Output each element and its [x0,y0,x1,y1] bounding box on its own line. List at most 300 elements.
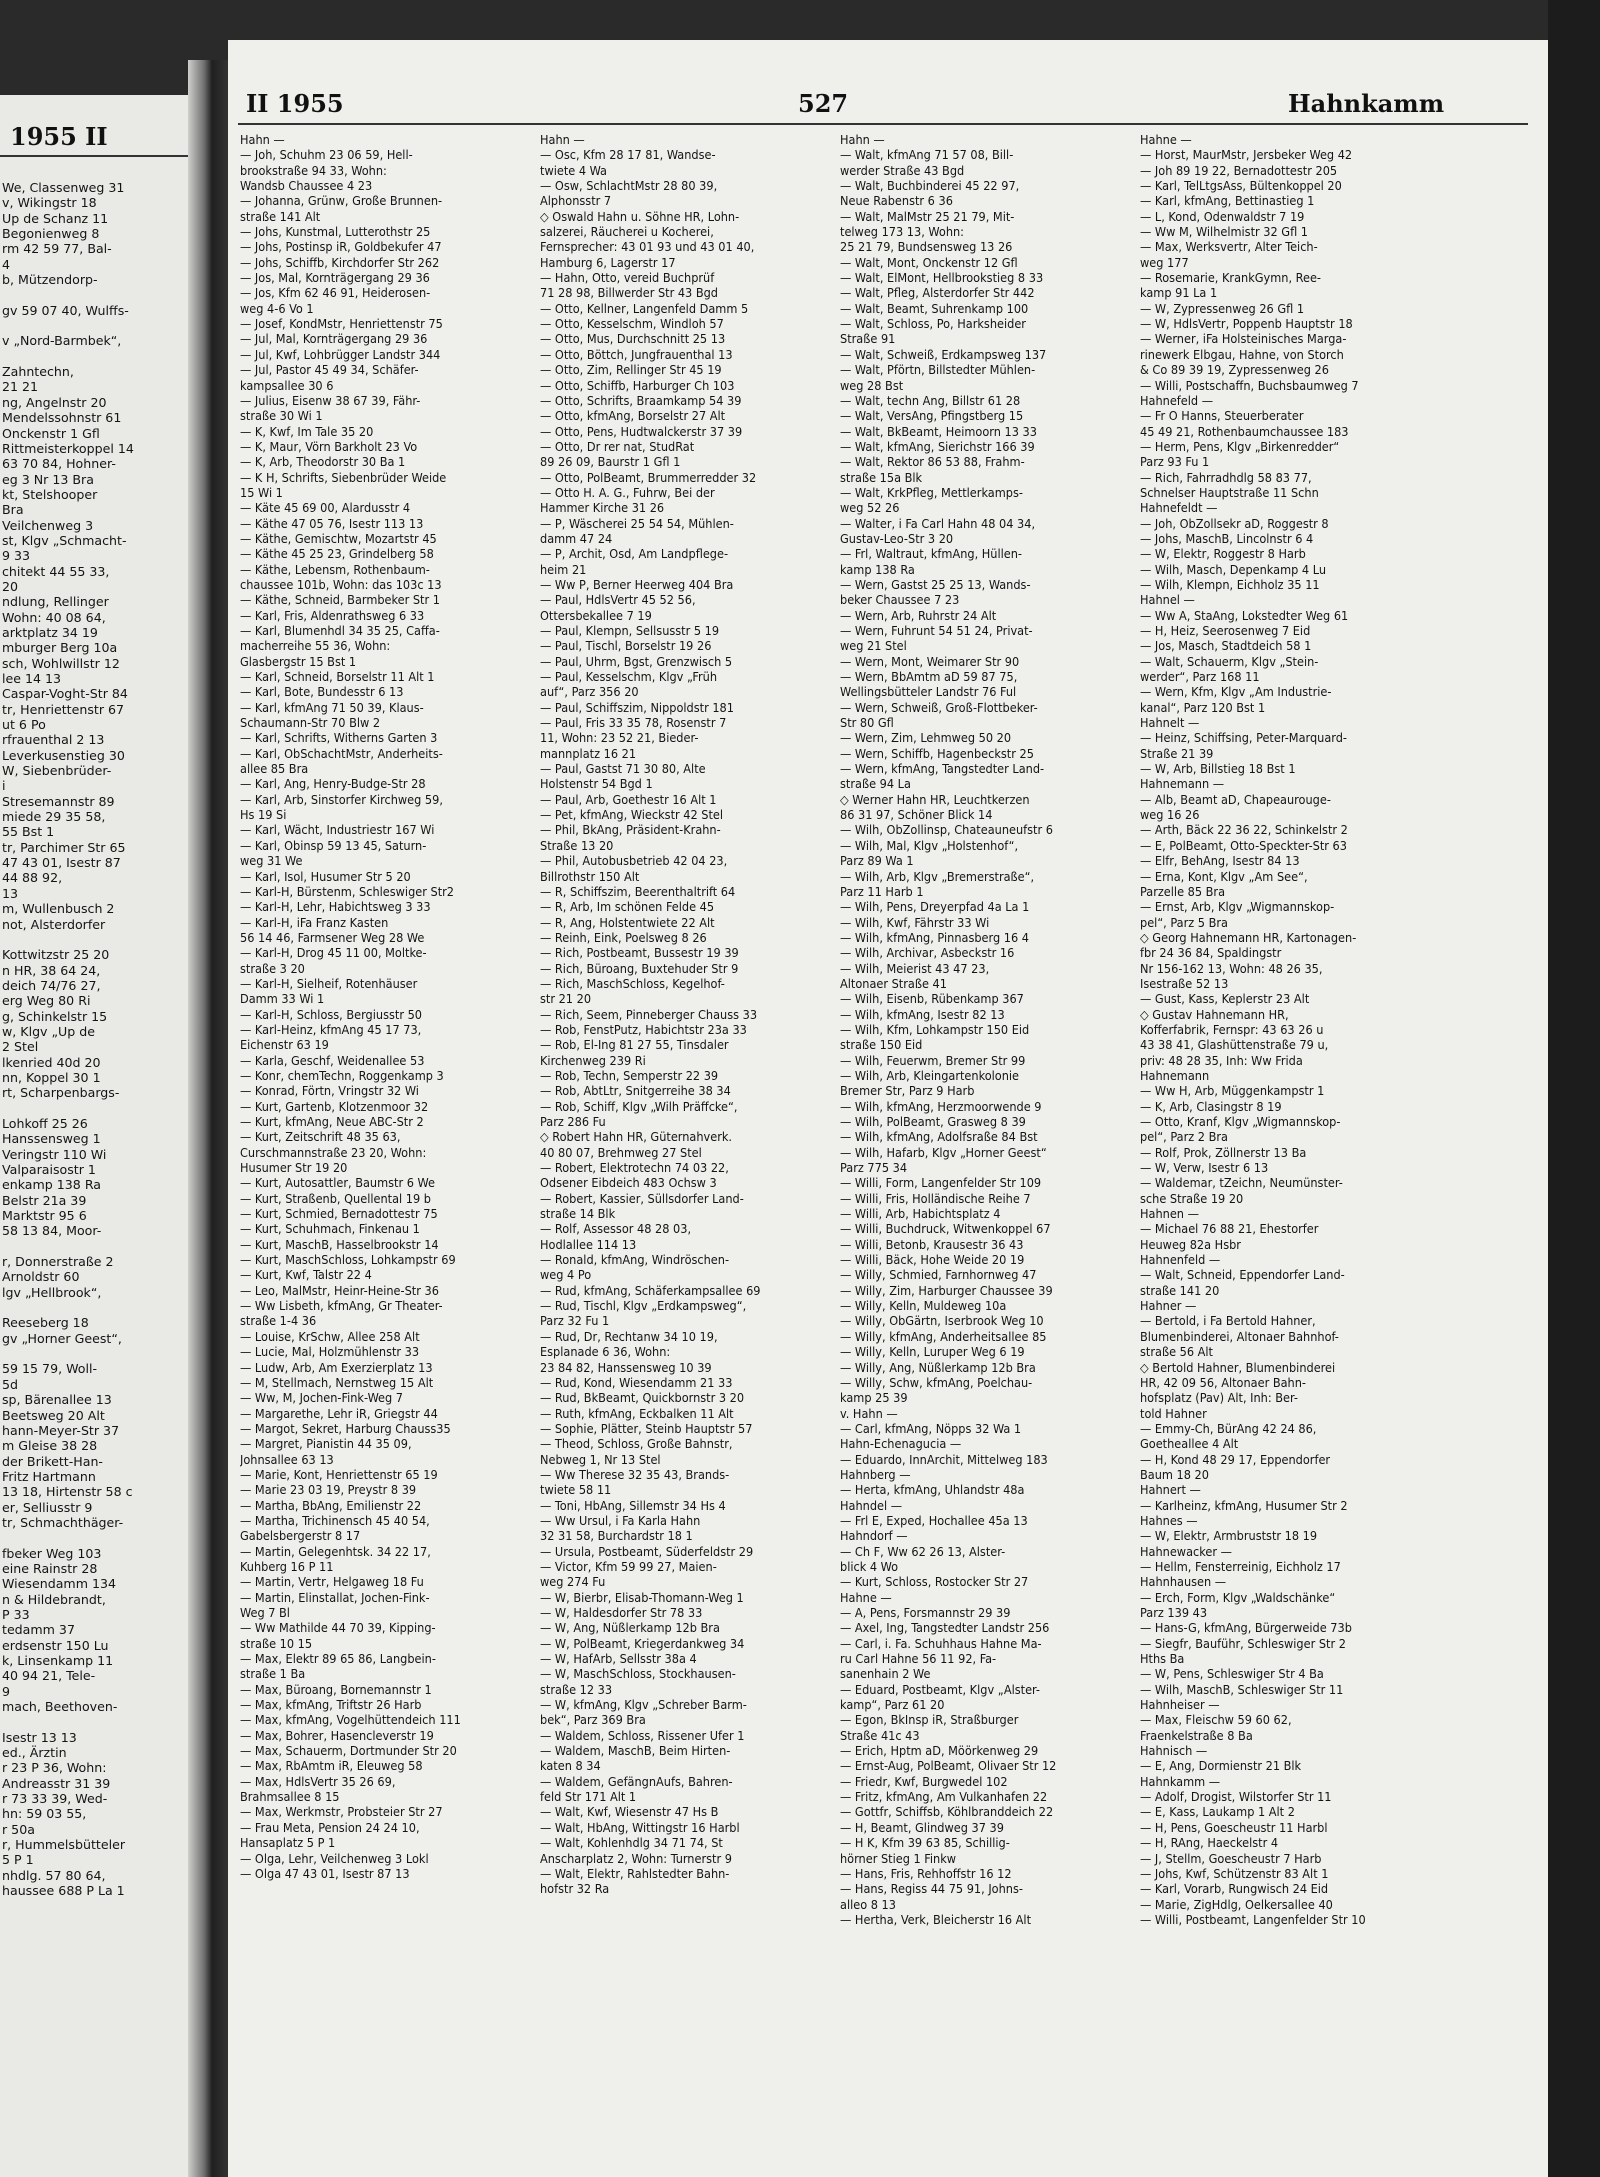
directory-entry-line: — Rob, El-Ing 81 27 55, Tinsdaler [540,1037,729,1053]
directory-entry-line: Kottwitzstr 25 20 [2,947,110,963]
directory-entry-line: — Karl, Bote, Bundesstr 6 13 [240,684,404,700]
directory-entry-line: — Robert, Elektrotechn 74 03 22, [540,1160,729,1176]
directory-entry-line: Hahndorf — [840,1528,908,1544]
directory-entry-line: — Margret, Pianistin 44 35 09, [240,1436,412,1452]
directory-entry-line: — Walt, BkBeamt, Heimoorn 13 33 [840,423,1037,439]
directory-entry-line: & Co 89 39 19, Zypressenweg 26 [1140,362,1329,378]
directory-entry-line: hn: 59 03 55, [2,1806,87,1822]
directory-entry-line: Bremer Str, Parz 9 Harb [840,1083,975,1099]
directory-entry-line: lkenried 40d 20 [2,1054,101,1070]
directory-entry-line: — Paul, Schiffszim, Nippoldstr 181 [540,699,734,715]
directory-entry-line: — Rob, FenstPutz, Habichtstr 23a 33 [540,1021,747,1037]
page-header-left: II 1955 [246,89,344,118]
directory-entry-line: — Ww M, Wilhelmistr 32 Gfl 1 [1140,224,1309,240]
directory-entry-line [2,1239,187,1254]
directory-entry-line: tr, Schmachthäger- [2,1514,124,1530]
directory-entry-line: — Fritz, kfmAng, Am Vulkanhafen 22 [840,1789,1048,1805]
directory-entry-line: Husumer Str 19 20 [240,1160,348,1176]
directory-entry-line: — Carl, i. Fa. Schuhhaus Hahne Ma- [840,1635,1042,1651]
directory-entry-line: — J, Stellm, Goescheustr 7 Harb [1140,1850,1322,1866]
directory-entry-line: nhdlg. 57 80 64, [2,1867,106,1883]
directory-entry-line: weg 177 [1140,254,1189,270]
directory-entry-line: Eichenstr 63 19 [240,1037,329,1053]
directory-entry-line: — Joh 89 19 22, Bernadottestr 205 [1140,162,1338,178]
directory-entry-line: straße 14 Blk [540,1206,616,1222]
directory-entry-line: rinewerk Elbgau, Hahne, von Storch [1140,346,1344,362]
directory-entry-line: Parz 286 Fu [540,1114,606,1129]
directory-entry-line: — Wilh, Archivar, Asbeckstr 16 [840,945,1015,961]
directory-entry-line: nn, Koppel 30 1 [2,1069,101,1085]
directory-entry-line: str 21 20 [540,991,592,1007]
directory-entry-line: 71 28 98, Billwerder Str 43 Bgd [540,285,719,301]
directory-entry-line: — Käthe 45 25 23, Grindelberg 58 [240,546,434,562]
directory-entry-line: — Otto, Kellner, Langenfeld Damm 5 [540,300,749,316]
directory-entry-line: — Ww P, Berner Heerweg 404 Bra [540,576,734,592]
directory-entry-line: — Wilh, Arb, Klgv „Bremerstraße“, [840,868,1035,884]
directory-entry-line: er, Selliusstr 9 [2,1499,93,1515]
directory-entry-line: Hahner — [1140,1298,1197,1314]
directory-entry-line: — Ernst, Arb, Klgv „Wigmannskop- [1140,899,1335,915]
directory-entry-line: Hahnewacker — [1140,1543,1232,1559]
right-page [228,40,1548,2177]
directory-entry-line: — Rich, Fahrradhdlg 58 83 77, [1140,469,1312,485]
directory-entry-line: — Walt, HbAng, Wittingstr 16 Harbl [540,1819,740,1835]
directory-entry-line: — K, Arb, Clasingstr 8 19 [1140,1098,1282,1114]
directory-entry-line: Parz 93 Fu 1 [1140,454,1210,470]
directory-entry-line [2,1346,187,1361]
directory-entry-line: — Paul, Uhrm, Bgst, Grenzwisch 5 [540,653,733,669]
directory-entry-line: Curschmannstraße 23 20, Wohn: [240,1144,427,1160]
directory-entry-line: — Walter, i Fa Carl Hahn 48 04 34, [840,515,1036,531]
directory-entry-line: Hahnisch — [1140,1743,1208,1759]
directory-entry-line: n & Hildebrandt, [2,1591,106,1607]
directory-entry-line: fbr 24 36 84, Spaldingstr [1140,945,1282,961]
directory-entry-line: — Max, kfmAng, Vogelhüttendeich 111 [240,1712,461,1728]
directory-entry-line: — Osw, SchlachtMstr 28 80 39, [540,178,718,194]
directory-entry-line: — Walt, ElMont, Hellbrookstieg 8 33 [840,270,1044,286]
directory-entry-line: erdsenstr 150 Lu [2,1637,109,1653]
directory-entry-line: rm 42 59 77, Bal- [2,241,112,257]
directory-entry-line: — E, PolBeamt, Otto-Speckter-Str 63 [1140,837,1347,853]
directory-entry-line: 23 84 82, Hanssensweg 10 39 [540,1359,712,1375]
directory-entry-line: twiete 58 11 [540,1482,612,1498]
directory-entry-line: — Marie 23 03 19, Preystr 8 39 [240,1482,417,1498]
directory-entry-line: v. Hahn — [840,1405,898,1421]
directory-entry-line: Wohn: 40 08 64, [2,609,106,625]
directory-entry-line: — Paul, Tischl, Borselstr 19 26 [540,638,712,654]
directory-entry-line: — Wern, Zim, Lehmweg 50 20 [840,730,1012,746]
directory-entry-line: — Max, kfmAng, Triftstr 26 Harb [240,1697,422,1713]
directory-entry-line: r 23 P 36, Wohn: [2,1760,107,1776]
directory-entry-line: — Rob, Schiff, Klgv „Wilh Präffcke“, [540,1098,738,1114]
directory-entry-line: — Karl, Obinsp 59 13 45, Saturn- [240,837,427,853]
directory-entry-line: Gabelsbergerstr 8 17 [240,1528,361,1544]
directory-entry-line: weg 4-6 Vo 1 [240,300,314,316]
directory-entry-line: brookstraße 94 33, Wohn: [240,162,387,178]
directory-entry-line: Parz 139 43 [1140,1605,1208,1620]
directory-entry-line: Belstr 21a 39 [2,1192,87,1208]
directory-entry-line: — Käthe 47 05 76, Isestr 113 13 [240,515,424,531]
directory-entry-line: deich 74/76 27, [2,977,101,993]
directory-entry-line: — Johs, MaschB, Lincolnstr 6 4 [1140,530,1314,546]
directory-entry-line: — Käthe, Schneid, Barmbeker Str 1 [240,592,440,608]
directory-entry-line: r, Hummelsbütteler [2,1837,126,1853]
directory-entry-line: — W, kfmAng, Klgv „Schreber Barm- [540,1697,747,1713]
directory-entry-line: — K, Kwf, Im Tale 35 20 [240,423,374,439]
directory-entry-line: — Karl, Isol, Husumer Str 5 20 [240,868,411,884]
directory-entry-line: — Karl, kfmAng, Bettinastieg 1 [1140,193,1315,209]
directory-entry-line: — H, Kond 48 29 17, Eppendorfer [1140,1451,1331,1467]
directory-entry-line: — Theod, Schloss, Große Bahnstr, [540,1436,733,1452]
directory-entry-line: weg 4 Po [540,1267,592,1283]
directory-entry-line: n HR, 38 64 24, [2,962,101,978]
directory-entry-line: — Ww, M, Jochen-Fink-Weg 7 [240,1390,404,1406]
directory-entry-line: Onckenstr 1 Gfl [2,425,100,441]
directory-entry-line: — H, RAng, Haeckelstr 4 [1140,1835,1279,1851]
directory-entry-line: Hahnenfeld — [1140,1252,1221,1268]
directory-entry-line: Glasbergstr 15 Bst 1 [240,653,357,669]
directory-entry-line: mburger Berg 10a [2,640,118,656]
directory-entry-line: — Willi, Arb, Habichtsplatz 4 [840,1206,1001,1222]
directory-entry-line: — Kurt, Gartenb, Klotzenmoor 32 [240,1098,429,1114]
directory-entry-line: — Rolf, Prok, Zöllnerstr 13 Ba [1140,1144,1307,1160]
directory-entry-line: — Wilh, ObZollinsp, Chateauneufstr 6 [840,822,1053,838]
directory-entry-line: — Walt, Pfleg, Alsterdorfer Str 442 [840,285,1035,301]
directory-entry-line: straße 1-4 36 [240,1313,317,1329]
directory-entry-line: — Carl, kfmAng, Nöpps 32 Wa 1 [840,1420,1022,1436]
directory-entry-line [2,349,187,364]
directory-entry-line: — Walt, Schweiß, Erdkampsweg 137 [840,346,1047,362]
directory-entry-line: 55 Bst 1 [2,824,55,840]
directory-entry-line: tr, Henriettenstr 67 [2,701,125,717]
directory-entry-line: — Willi, Postbeamt, Langenfelder Str 10 [1140,1911,1366,1927]
directory-entry-line: — W, HdlsVertr, Poppenb Hauptstr 18 [1140,316,1353,332]
directory-entry-line: — Walt, Kwf, Wiesenstr 47 Hs B [540,1804,719,1820]
directory-entry-line: Hahndel — [840,1497,903,1513]
directory-entry-line: W, Siebenbrüder- [2,763,112,779]
directory-entry-line: — Hahn, Otto, vereid Buchprüf [540,270,715,286]
directory-entry-line: 45 49 21, Rothenbaumchaussee 183 [1140,423,1349,439]
directory-entry-line: straße 3 20 [240,960,305,976]
directory-entry-line: — Kurt, MaschB, Hasselbrookstr 14 [240,1236,439,1252]
directory-entry-line: st, Klgv „Schmacht- [2,532,127,548]
directory-entry-line: Up de Schanz 11 [2,210,109,226]
directory-entry-line: eg 3 Nr 13 Bra [2,471,94,487]
directory-entry-line: — Martin, Elinstallat, Jochen-Fink- [240,1589,430,1605]
directory-entry-line: — Ernst-Aug, PolBeamt, Olivaer Str 12 [840,1758,1057,1774]
directory-entry-line: Johnsallee 63 13 [240,1451,334,1467]
directory-entry-line: bek“, Parz 369 Bra [540,1712,646,1728]
directory-entry-line: — Marie, Kont, Henriettenstr 65 19 [240,1466,438,1482]
directory-entry-line: Isestr 13 13 [2,1729,77,1745]
directory-entry-line: We, Classenweg 31 [2,180,125,195]
directory-entry-line: Veilchenweg 3 [2,517,94,533]
directory-entry-line: — W, Ang, Nüßlerkamp 12b Bra [540,1620,720,1636]
directory-entry-line: — Wern, Kfm, Klgv „Am Industrie- [1140,684,1332,700]
directory-entry-line: — Willi, Postschaffn, Buchsbaumweg 7 [1140,377,1359,393]
directory-entry-line: Weg 7 Bl [240,1605,290,1620]
directory-entry-line [2,1530,187,1545]
directory-entry-line: — Karl-H, iFa Franz Kasten [240,914,389,930]
directory-entry-line: damm 47 24 [540,530,613,546]
directory-entry-line: allee 85 Bra [240,761,309,777]
directory-entry-line: — Osc, Kfm 28 17 81, Wandse- [540,147,716,163]
directory-entry-line: tedamm 37 [2,1622,75,1638]
column-4 [1140,132,1440,1927]
directory-entry-line: — Max, Elektr 89 65 86, Langbein- [240,1651,436,1667]
left-page [0,95,198,2177]
directory-entry-line: Hahnelt — [1140,715,1200,731]
directory-entry-line: Hahne — [1140,132,1192,147]
directory-entry-line: Kirchenweg 239 Ri [540,1052,646,1068]
directory-entry-line: — Wilh, Kwf, Fährstr 33 Wi [840,914,990,930]
directory-entry-line: — Arth, Bäck 22 36 22, Schinkelstr 2 [1140,822,1348,838]
scan-edge [1548,0,1600,2177]
directory-entry-line: salzerei, Räucherei u Kocherei, [540,224,714,240]
directory-entry-line: Hths Ba [1140,1651,1185,1667]
directory-entry-line: — Willy, ObGärtn, Iserbrook Weg 10 [840,1313,1044,1329]
directory-entry-line: 40 94 21, Tele- [2,1668,96,1684]
directory-entry-line: Hanssensweg 1 [2,1131,101,1147]
directory-entry-line: — Pet, kfmAng, Wieckstr 42 Stel [540,807,724,823]
directory-entry-line: — W, HafArb, Sellsstr 38a 4 [540,1651,697,1667]
directory-entry-line: — Otto, Kranf, Klgv „Wigmannskop- [1140,1114,1341,1129]
directory-entry-line: — Rob, AbtLtr, Snitgerreihe 38 34 [540,1083,731,1099]
directory-entry-line: — Wern, Gastst 25 25 13, Wands- [840,576,1031,592]
directory-entry-line: Fernsprecher: 43 01 93 und 43 01 40, [540,239,755,255]
directory-entry-line: — Victor, Kfm 59 99 27, Maien- [540,1558,717,1574]
directory-entry-line: told Hahner [1140,1405,1207,1421]
directory-entry-line: — Jul, Pastor 45 49 34, Schäfer- [240,362,419,378]
directory-entry-line: — Willy, Schw, kfmAng, Poelchau- [840,1374,1033,1390]
directory-entry-line: — Joh, Schuhm 23 06 59, Hell- [240,147,413,163]
column-2 [540,132,830,1897]
directory-entry-line: — Wilh, Eisenb, Rübenkamp 367 [840,991,1024,1007]
directory-entry-line: Wiesendamm 134 [2,1576,117,1592]
directory-entry-line: kanal“, Parz 120 Bst 1 [1140,699,1266,715]
directory-entry-line: — Walt, kfmAng 71 57 08, Bill- [840,147,1014,163]
directory-entry-line: kt, Stelshooper [2,486,98,502]
directory-entry-line: — Walt, KrkPfleg, Mettlerkamps- [840,484,1023,500]
directory-entry-line: beker Chaussee 7 23 [840,592,960,608]
directory-entry-line: mannplatz 16 21 [540,745,637,761]
directory-entry-line: straße 150 Eid [840,1037,923,1053]
directory-entry-line: — Willy, Kelln, Luruper Weg 6 19 [840,1344,1025,1360]
directory-entry-line: Hahnes — [1140,1512,1198,1528]
directory-entry-line: — Ww H, Arb, Müggenkampstr 1 [1140,1083,1325,1099]
directory-entry-line: Hahnefeld — [1140,392,1214,408]
directory-entry-line: ru Carl Hahne 56 11 92, Fa- [840,1651,997,1667]
directory-entry-line: — Wilh, MaschB, Schleswiger Str 11 [1140,1681,1344,1697]
directory-entry-line: — Rud, Kond, Wiesendamm 21 33 [540,1374,733,1390]
directory-entry-line [2,1101,187,1116]
directory-entry-line: Hahnel — [1140,592,1195,608]
directory-entry-line: — Walt, Pförtn, Billstedter Mühlen- [840,362,1036,378]
directory-entry-line: Wandsb Chaussee 4 23 [240,178,373,194]
directory-entry-line: — Otto H. A. G., Fuhrw, Bei der [540,484,715,500]
directory-entry-line: 59 15 79, Woll- [2,1361,98,1377]
directory-entry-line: — Karl, Fris, Aldenrathsweg 6 33 [240,607,425,623]
directory-entry-line: — Johs, Schiffb, Kirchdorfer Str 262 [240,254,440,270]
directory-entry-line: — L, Kond, Odenwaldstr 7 19 [1140,208,1305,224]
directory-entry-line: — Ww Ursul, i Fa Karla Hahn [540,1512,701,1528]
directory-entry-line: — Frl E, Exped, Hochallee 45a 13 [840,1512,1028,1528]
directory-entry-line: — Karl, Ang, Henry-Budge-Str 28 [240,776,426,792]
directory-entry-line: hann-Meyer-Str 37 [2,1422,120,1438]
directory-entry-line: k, Linsenkamp 11 [2,1653,114,1668]
directory-entry-line: weg 28 Bst [840,377,904,393]
left-page-header-rule [0,155,198,157]
directory-entry-line: Heuweg 82a Hsbr [1140,1236,1241,1252]
directory-entry-line: — Martin, Vertr, Helgaweg 18 Fu [240,1574,424,1590]
directory-entry-line: — Wern, kfmAng, Tangstedter Land- [840,761,1045,777]
directory-entry-line: i [2,778,6,794]
directory-entry-line: 9 [2,1683,11,1699]
directory-entry-line: — Herta, kfmAng, Uhlandstr 48a [840,1482,1025,1498]
directory-entry-line: 40 80 07, Brehmweg 27 Stel [540,1144,702,1160]
directory-entry-line: — Kurt, Zeitschrift 48 35 63, [240,1129,401,1145]
directory-entry-line: erg Weg 80 Ri [2,993,91,1009]
directory-entry-line: — Willy, Schmied, Farnhornweg 47 [840,1267,1037,1283]
directory-entry-line: ◇ Gustav Hahnemann HR, [1140,1006,1289,1022]
directory-entry-line: — Ww Therese 32 35 43, Brands- [540,1466,730,1482]
directory-entry-line: 5 P 1 [2,1852,34,1868]
directory-entry-line: — Eduardo, InnArchit, Mittelweg 183 [840,1451,1048,1467]
directory-entry-line: — W, Haldesdorfer Str 78 33 [540,1605,703,1620]
directory-entry-line: Goetheallee 4 Alt [1140,1436,1239,1452]
directory-entry-line: ndlung, Rellinger [2,594,109,610]
directory-entry-line: — Siegfr, Bauführ, Schleswiger Str 2 [1140,1635,1346,1651]
directory-entry-line: Hahn-Echenagucia — [840,1436,962,1452]
directory-entry-line: — Rolf, Assessor 48 28 03, [540,1221,692,1237]
directory-entry-line: — Otto, Zim, Rellinger Str 45 19 [540,362,722,378]
directory-entry-line: — Ch F, Ww 62 26 13, Alster- [840,1543,1006,1559]
directory-entry-line: — Otto, Schiffb, Harburger Ch 103 [540,377,735,393]
directory-entry-line: straße 141 20 [1140,1282,1220,1298]
directory-entry-line: — Max, Bohrer, Hasencleverstr 19 [240,1727,434,1743]
directory-entry-line: — P, Archit, Osd, Am Landpflege- [540,546,729,562]
directory-entry-line: — Rich, Büroang, Buxtehuder Str 9 [540,960,739,976]
header-rule [238,123,1528,125]
directory-entry-line: — Kurt, Schmied, Bernadottestr 75 [240,1206,438,1222]
directory-entry-line: tr, Parchimer Str 65 [2,839,126,855]
page-running-head: Hahnkamm [1288,89,1445,118]
directory-entry-line: ◇ Oswald Hahn u. Söhne HR, Lohn- [540,208,740,224]
directory-entry-line: — R, Ang, Holstentwiete 22 Alt [540,914,715,930]
directory-entry-line: — Wilh, kfmAng, Isestr 82 13 [840,1006,1005,1022]
column-1 [240,132,530,1881]
directory-entry-line: 47 43 01, Isestr 87 [2,855,121,871]
directory-entry-line: — Karlheinz, kfmAng, Husumer Str 2 [1140,1497,1348,1513]
directory-entry-line: — Paul, Kesselschm, Klgv „Früh [540,669,718,685]
directory-entry-line: — Paul, Fris 33 35 78, Rosenstr 7 [540,715,727,731]
directory-entry-line: 56 14 46, Farmsener Weg 28 We [240,929,425,945]
directory-entry-line: 2 Stel [2,1039,39,1055]
directory-entry-line: v, Wikingstr 18 [2,195,97,211]
directory-entry-line: — K, Arb, Theodorstr 30 Ba 1 [240,454,406,470]
directory-entry-line: — Willy, kfmAng, Anderheitsallee 85 [840,1328,1047,1344]
left-page-column [2,180,187,1899]
directory-entry-line: Fritz Hartmann [2,1468,96,1484]
directory-entry-line: — Phil, Autobusbetrieb 42 04 23, [540,853,728,869]
directory-entry-line: — Martha, Trichinensch 45 40 54, [240,1512,430,1528]
directory-entry-line: katen 8 34 [540,1758,601,1774]
directory-entry-line: — Karl, Schneid, Borselstr 11 Alt 1 [240,669,435,685]
directory-entry-line: — Jul, Kwf, Lohbrügger Landstr 344 [240,346,441,362]
directory-entry-line: — Ww Lisbeth, kfmAng, Gr Theater- [240,1298,443,1314]
directory-entry-line: — Ronald, kfmAng, Windröschen- [540,1252,730,1268]
directory-entry-line: — Karl-Heinz, kfmAng 45 17 73, [240,1021,422,1037]
directory-entry-line: Hs 19 Si [240,807,287,823]
directory-entry-line: Odsener Eibdeich 483 Ochsw 3 [540,1175,717,1191]
directory-entry-line: mach, Beethoven- [2,1699,118,1715]
directory-entry-line: arktplatz 34 19 [2,624,98,640]
directory-entry-line: — Rosemarie, KrankGymn, Ree- [1140,270,1322,286]
directory-entry-line: 25 21 79, Bundsensweg 13 26 [840,239,1013,255]
directory-entry-line: blick 4 Wo [840,1558,899,1574]
directory-entry-line: — Eduard, Postbeamt, Klgv „Alster- [840,1681,1040,1697]
directory-entry-line: — Karl, Blumenhdl 34 35 25, Caffa- [240,623,440,638]
directory-entry-line: kamp“, Parz 61 20 [840,1697,945,1713]
page-number: 527 [798,89,849,118]
directory-entry-line: — Karl-H, Schloss, Bergiusstr 50 [240,1006,422,1022]
directory-entry-line: Rittmeisterkoppel 14 [2,440,134,456]
directory-entry-line: — Werner, iFa Holsteinisches Marga- [1140,331,1347,347]
directory-entry-line: der Brikett-Han- [2,1453,103,1469]
directory-entry-line: — Jos, Mal, Kornträgergang 29 36 [240,270,430,286]
directory-entry-line: — Heinz, Schiffsing, Peter-Marquard- [1140,730,1347,746]
directory-entry-line: — Käthe, Gemischtw, Mozartstr 45 [240,530,437,546]
directory-entry-line: — Waldemar, tZeichn, Neumünster- [1140,1175,1343,1191]
directory-entry-line: — H, Heiz, Seerosenweg 7 Eid [1140,623,1311,638]
directory-entry-line: — Otto, PolBeamt, Brummerredder 32 [540,469,757,485]
directory-entry-line: — Wilh, Mal, Klgv „Holstenhof“, [840,837,1019,853]
directory-entry-line: Kuhberg 16 P 11 [240,1558,334,1574]
directory-entry-line: — Karl-H, Sielheif, Rotenhäuser [240,975,418,991]
directory-entry-line: — Wilh, Feuerwm, Bremer Str 99 [840,1052,1026,1068]
directory-entry-line: — H, Pens, Goescheustr 11 Harbl [1140,1819,1328,1835]
directory-entry-line: werder“, Parz 168 11 [1140,669,1260,685]
directory-entry-line: Hahn — [840,132,885,147]
directory-entry-line: — Wilh, Pens, Dreyerpfad 4a La 1 [840,899,1030,915]
directory-entry-line: Damm 33 Wi 1 [240,991,325,1007]
directory-entry-line: — Walt, Beamt, Suhrenkamp 100 [840,300,1029,316]
directory-entry-line: — Willi, Buchdruck, Witwenkoppel 67 [840,1221,1051,1237]
directory-entry-line: Lohkoff 25 26 [2,1115,88,1131]
directory-entry-line: — Ludw, Arb, Am Exerzierplatz 13 [240,1359,433,1375]
directory-entry-line: — Frl, Waltraut, kfmAng, Hüllen- [840,546,1023,562]
directory-entry-line: werder Straße 43 Bgd [840,162,965,178]
directory-entry-line: Hahn — [540,132,585,147]
directory-entry-line: — Willi, Bäck, Hohe Weide 20 19 [840,1252,1025,1268]
directory-entry-line: — Kurt, Autosattler, Baumstr 6 We [240,1175,435,1191]
directory-entry-line: Hahnemann — [1140,776,1225,792]
directory-entry-line: Zahntechn, [2,364,74,380]
directory-entry-line: Hammer Kirche 31 26 [540,500,665,516]
directory-entry-line: Hahnert — [1140,1482,1201,1498]
directory-entry-line: Kofferfabrik, Fernspr: 43 63 26 u [1140,1021,1324,1037]
directory-entry-line: — Wilh, Klempn, Eichholz 35 11 [1140,576,1320,592]
directory-entry-line: — Max, Büroang, Bornemannstr 1 [240,1681,432,1697]
directory-entry-line: — Erch, Form, Klgv „Waldschänke“ [1140,1589,1336,1605]
directory-entry-line: — Lucie, Mal, Holzmühlenstr 33 [240,1344,420,1360]
directory-entry-line: gv „Horner Geest“, [2,1330,122,1346]
directory-entry-line: — Waldem, MaschB, Beim Hirten- [540,1743,731,1759]
directory-entry-line: — Rich, Postbeamt, Bussestr 19 39 [540,945,739,961]
directory-entry-line: — W, Elektr, Armbruststr 18 19 [1140,1528,1318,1544]
directory-entry-line: hofstr 32 Ra [540,1881,610,1897]
directory-entry-line: — Walt, Elektr, Rahlstedter Bahn- [540,1865,730,1881]
